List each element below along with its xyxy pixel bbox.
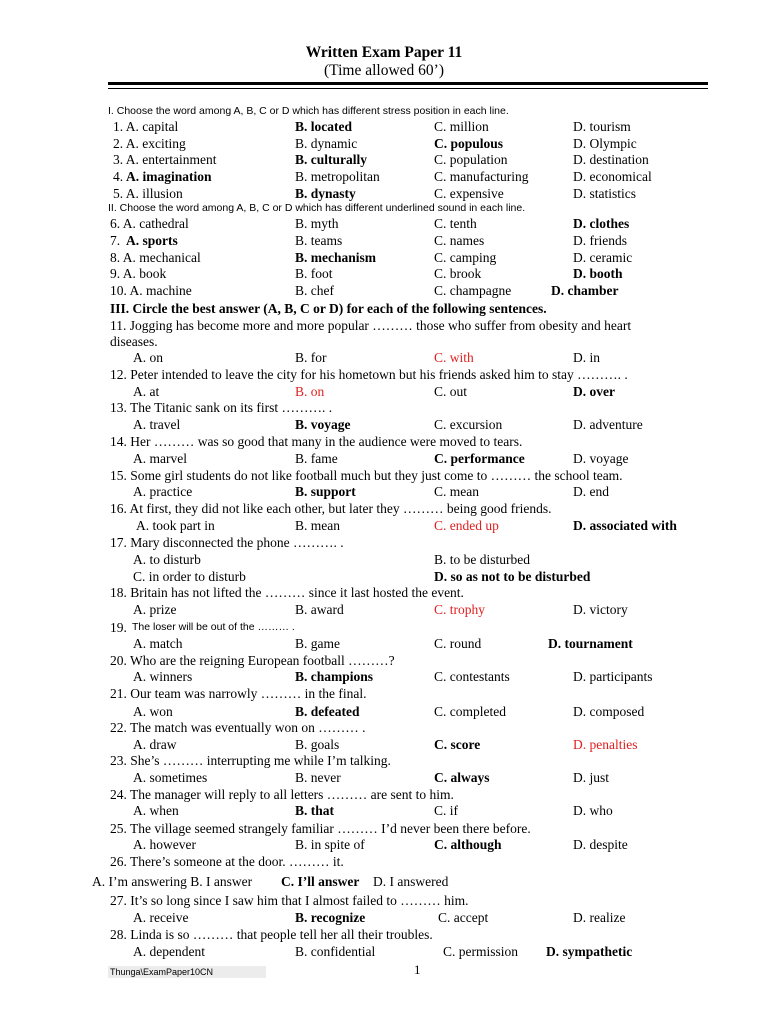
exam-line <box>0 652 768 669</box>
exam-line-text: B. dynamic <box>295 136 358 151</box>
exam-line-text: C. performance <box>434 451 525 466</box>
exam-line <box>0 568 768 585</box>
exam-line-text: D. realize <box>573 910 626 925</box>
exam-line-text: B. foot <box>295 266 333 281</box>
exam-line-text: B. recognize <box>295 910 366 925</box>
exam-line-text: 9. A. book <box>110 266 167 281</box>
exam-line-text: 15. Some girl students do not like football much but they just come to ……… the school team. <box>110 468 623 483</box>
exam-line <box>0 943 768 960</box>
exam-line <box>0 383 768 400</box>
exam-line-text: 13. The Titanic sank on its first ………. . <box>110 400 333 415</box>
exam-line-text: A. match <box>133 636 183 651</box>
exam-line-text: B. in spite of <box>295 837 365 852</box>
exam-line-text: C. million <box>434 119 489 134</box>
exam-line-text: B. fame <box>295 451 338 466</box>
exam-line-text: A. I’m answering B. I answer <box>92 874 253 889</box>
exam-line-text: The loser will be out of the ……… . <box>132 621 295 633</box>
exam-line-text: C. expensive <box>434 186 504 201</box>
exam-line-text: A. prize <box>133 602 177 617</box>
exam-line-text: D. who <box>573 803 613 818</box>
exam-line-text: 24. The manager will reply to all letters ……… are sent to him. <box>110 787 454 802</box>
page-number: 1 <box>414 962 421 977</box>
exam-line-text: 16. At first, they did not like each other, but later they ……… being good friends. <box>110 501 552 516</box>
exam-line-text: D. economical <box>573 169 652 184</box>
exam-line-text: D. chamber <box>551 283 619 298</box>
exam-line <box>0 769 768 786</box>
exam-line <box>0 282 768 299</box>
exam-line-text: B. award <box>295 602 344 617</box>
title-rule-thick <box>108 82 708 85</box>
exam-line <box>0 836 768 853</box>
exam-line <box>0 703 768 720</box>
exam-line-text: 1. A. capital <box>113 119 179 134</box>
exam-line-text: D. penalties <box>573 737 638 752</box>
exam-line-text: A. to disturb <box>133 552 201 567</box>
exam-line-text: 26. There’s someone at the door. ……… it. <box>110 854 344 869</box>
exam-line-text: B. goals <box>295 737 340 752</box>
exam-line <box>0 366 768 383</box>
footer-file-path: Thunga\ExamPaper10CN <box>108 966 266 978</box>
exam-line <box>0 909 768 926</box>
exam-line-text: C. brook <box>434 266 482 281</box>
exam-line <box>0 168 768 185</box>
exam-line <box>0 265 768 282</box>
exam-line-text: C. manufacturing <box>434 169 529 184</box>
exam-line-text: A. travel <box>133 417 181 432</box>
exam-line-text: B. champions <box>295 669 374 684</box>
exam-line-text: 17. Mary disconnected the phone ………. . <box>110 535 344 550</box>
exam-line-text: B. voyage <box>295 417 351 432</box>
exam-line-text: A. sometimes <box>133 770 208 785</box>
exam-line-text: B. for <box>295 350 327 365</box>
exam-line-text: A. on <box>133 350 163 365</box>
exam-line-text: C. out <box>434 384 468 399</box>
exam-line-text: B. defeated <box>295 704 360 719</box>
exam-line-text: A. draw <box>133 737 177 752</box>
exam-line-text: B. on <box>295 384 325 399</box>
exam-line-text: C. trophy <box>434 602 486 617</box>
exam-line-text: A. when <box>133 803 179 818</box>
exam-line <box>0 249 768 266</box>
exam-line <box>0 433 768 450</box>
exam-line-text: D. associated with <box>573 518 677 533</box>
exam-line-text: II. Choose the word among A, B, C or D which has different underlined sound in each line. <box>108 202 526 214</box>
exam-line-text: D. sympathetic <box>546 944 633 959</box>
exam-line-text: 7. <box>110 233 121 248</box>
exam-line-text: D. composed <box>573 704 645 719</box>
exam-line-text: D. just <box>573 770 610 785</box>
exam-line-text: 11. Jogging has become more and more popular ……… those who suffer from obesity and heart <box>110 318 632 333</box>
exam-line <box>0 802 768 819</box>
exam-line-text: D. tournament <box>548 636 633 651</box>
exam-line-text: C. always <box>434 770 490 785</box>
exam-line <box>0 752 768 769</box>
exam-line-text: A. won <box>133 704 173 719</box>
exam-line-text: D. over <box>573 384 615 399</box>
exam-line-text: C. score <box>434 737 481 752</box>
exam-line-text: C. accept <box>438 910 489 925</box>
exam-line <box>0 151 768 168</box>
exam-line <box>0 517 768 534</box>
exam-line-text: A. at <box>133 384 160 399</box>
exam-line <box>0 333 768 350</box>
exam-line-text: A. receive <box>133 910 189 925</box>
exam-line-text: B. located <box>295 119 352 134</box>
exam-line-text: C. contestants <box>434 669 510 684</box>
exam-line-text: D. despite <box>573 837 628 852</box>
exam-line <box>0 215 768 232</box>
exam-line-text: 18. Britain has not lifted the ……… since it last hosted the event. <box>110 585 464 600</box>
exam-line <box>0 892 768 909</box>
exam-line <box>0 467 768 484</box>
exam-line-text: C. camping <box>434 250 497 265</box>
exam-line-text: I. Choose the word among A, B, C or D which has different stress position in each line. <box>108 105 509 117</box>
exam-line <box>0 135 768 152</box>
exam-line <box>0 873 768 890</box>
exam-subtitle: (Time allowed 60’) <box>324 62 444 79</box>
exam-line-text: A. took part in <box>136 518 215 533</box>
exam-line-text: B. metropolitan <box>295 169 380 184</box>
exam-line <box>0 534 768 551</box>
exam-line-text: B. to be disturbed <box>434 552 530 567</box>
exam-line-text: C. completed <box>434 704 506 719</box>
exam-line-text: B. chef <box>295 283 334 298</box>
exam-line-text: A. imagination <box>126 169 212 184</box>
exam-line-text: C. if <box>434 803 459 818</box>
exam-line-text: D. participants <box>573 669 653 684</box>
exam-line-text: C. although <box>434 837 502 852</box>
exam-line <box>0 619 768 636</box>
exam-line-text: B. teams <box>295 233 343 248</box>
exam-line <box>0 416 768 433</box>
exam-line <box>0 926 768 943</box>
exam-line-text: 6. A. cathedral <box>110 216 189 231</box>
exam-line-text: D. adventure <box>573 417 643 432</box>
exam-line-text: C. ended up <box>434 518 499 533</box>
exam-line-text: D. in <box>573 350 600 365</box>
exam-line-text: 20. Who are the reigning European football ………? <box>110 653 395 668</box>
exam-line-text: B. myth <box>295 216 339 231</box>
exam-line <box>0 118 768 135</box>
exam-line-text: 22. The match was eventually won on ……… . <box>110 720 366 735</box>
exam-line-text: B. never <box>295 770 341 785</box>
exam-line <box>0 635 768 652</box>
exam-line-text: C. mean <box>434 484 479 499</box>
exam-line-text: D. victory <box>573 602 628 617</box>
exam-line-text: C. populous <box>434 136 504 151</box>
exam-line-text: 3. A. entertainment <box>113 152 217 167</box>
exam-line <box>0 232 768 249</box>
exam-line-text: C. names <box>434 233 485 248</box>
exam-line-text: 5. A. illusion <box>113 186 183 201</box>
exam-line-text: B. dynasty <box>295 186 356 201</box>
exam-line <box>0 786 768 803</box>
exam-line-text: D. friends <box>573 233 627 248</box>
exam-line-text: A. practice <box>133 484 193 499</box>
exam-line <box>0 300 768 317</box>
exam-line-text: B. mean <box>295 518 340 533</box>
exam-line <box>0 719 768 736</box>
exam-line <box>0 483 768 500</box>
exam-line <box>0 317 768 334</box>
exam-line <box>0 551 768 568</box>
exam-title: Written Exam Paper 11 <box>305 44 463 61</box>
exam-line-text: B. that <box>295 803 335 818</box>
exam-line-text: 19. <box>110 620 127 635</box>
exam-line-text: A. dependent <box>133 944 205 959</box>
exam-line-text: A. winners <box>133 669 193 684</box>
exam-line-text: C. with <box>434 350 474 365</box>
exam-line-text: C. excursion <box>434 417 503 432</box>
exam-line-text: 4. <box>113 169 124 184</box>
exam-line <box>0 736 768 753</box>
exam-line <box>0 820 768 837</box>
exam-line <box>0 500 768 517</box>
exam-line-text: diseases. <box>110 334 158 349</box>
exam-line-text: 25. The village seemed strangely familiar ……… I’d never been there before. <box>110 821 531 836</box>
exam-line-text: B. game <box>295 636 340 651</box>
exam-line-text: 23. She’s ……… interrupting me while I’m talking. <box>110 753 391 768</box>
exam-line-text: C. population <box>434 152 508 167</box>
exam-line <box>0 584 768 601</box>
exam-line-text: 8. A. mechanical <box>110 250 201 265</box>
exam-line-text: 21. Our team was narrowly ……… in the final. <box>110 686 367 701</box>
exam-line-text: 27. It’s so long since I saw him that I almost failed to ……… him. <box>110 893 469 908</box>
exam-line-text: 28. Linda is so ……… that people tell her all their troubles. <box>110 927 433 942</box>
exam-line-text: 2. A. exciting <box>113 136 186 151</box>
exam-line <box>0 668 768 685</box>
exam-line-text: C. tenth <box>434 216 477 231</box>
title-rule-thin <box>108 88 708 89</box>
exam-line-text: B. culturally <box>295 152 368 167</box>
exam-line-text: A. marvel <box>133 451 187 466</box>
exam-line-text: C. permission <box>443 944 519 959</box>
exam-line-text: D. I answered <box>373 874 449 889</box>
exam-line-text: B. mechanism <box>295 250 376 265</box>
exam-line-text: A. however <box>133 837 196 852</box>
exam-line <box>0 450 768 467</box>
exam-line-text: C. round <box>434 636 482 651</box>
exam-line-text: 10. A. machine <box>110 283 192 298</box>
exam-line-text: D. voyage <box>573 451 629 466</box>
exam-line-text: D. so as not to be disturbed <box>434 569 591 584</box>
exam-line-text: B. support <box>295 484 356 499</box>
exam-line-text: D. statistics <box>573 186 636 201</box>
exam-line-text: C. I’ll answer <box>281 874 360 889</box>
exam-line-text: C. champagne <box>434 283 512 298</box>
exam-line-text: C. in order to disturb <box>133 569 246 584</box>
exam-line-text: A. sports <box>126 233 178 248</box>
exam-line <box>0 349 768 366</box>
exam-line-text: D. end <box>573 484 609 499</box>
exam-line-text: D. clothes <box>573 216 630 231</box>
exam-line <box>0 685 768 702</box>
exam-line-text: 14. Her ……… was so good that many in the audience were moved to tears. <box>110 434 523 449</box>
exam-line-text: B. confidential <box>295 944 376 959</box>
exam-line-text: D. Olympic <box>573 136 637 151</box>
exam-line-text: D. booth <box>573 266 623 281</box>
exam-line-text: D. tourism <box>573 119 631 134</box>
exam-line-text: 12. Peter intended to leave the city for his hometown but his friends asked him to stay ………. . <box>110 367 628 382</box>
exam-line <box>0 853 768 870</box>
exam-line-text: III. Circle the best answer (A, B, C or D) for each of the following sentences. <box>110 301 547 316</box>
exam-line <box>0 601 768 618</box>
exam-line <box>0 399 768 416</box>
exam-line-text: D. ceramic <box>573 250 633 265</box>
exam-line-text: D. destination <box>573 152 649 167</box>
